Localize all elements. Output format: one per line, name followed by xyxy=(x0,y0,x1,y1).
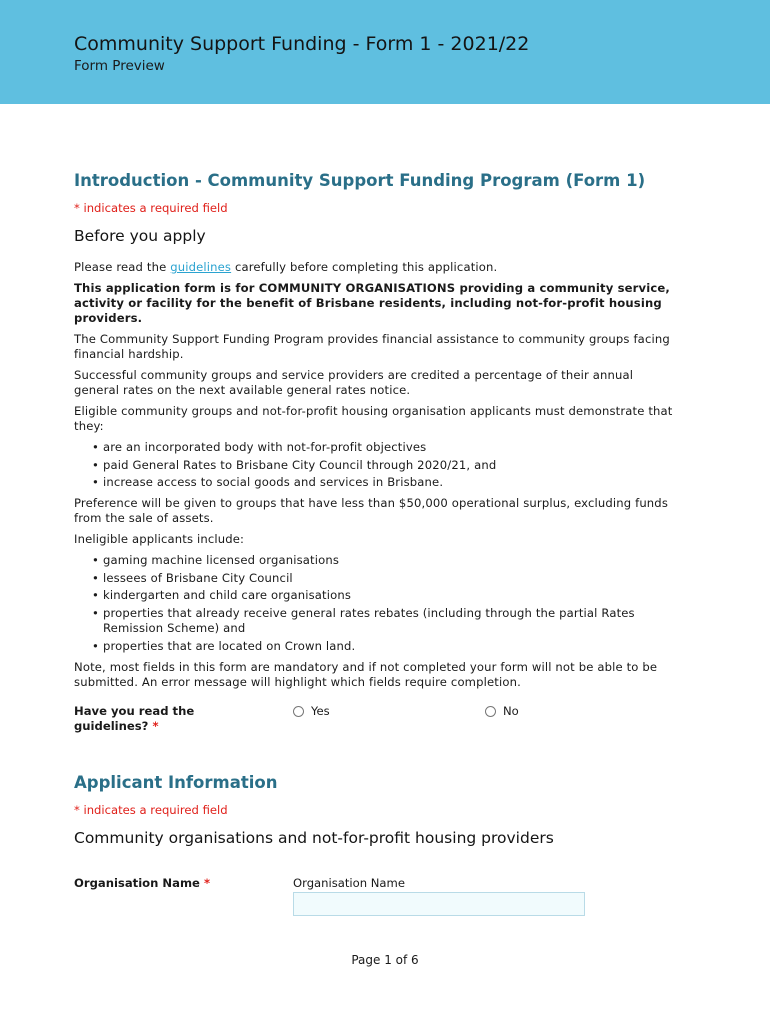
org-label-text: Organisation Name xyxy=(74,875,200,890)
guidelines-question-label xyxy=(74,704,264,734)
credit-description: Successful community groups and service providers are credited a percentage of their annual general rates on the next available general rates notice. xyxy=(74,368,634,397)
form-title: Community Support Funding - Form 1 - 2021/22 xyxy=(74,33,530,55)
radio-yes[interactable] xyxy=(293,704,330,719)
required-marker: * xyxy=(152,718,159,733)
read-suffix: carefully before completing this application. xyxy=(231,260,498,274)
required-field-note: * indicates a required field xyxy=(74,201,228,215)
organisation-name-row xyxy=(74,876,674,926)
radio-no-label: No xyxy=(503,703,519,718)
intro-section-title: Introduction - Community Support Funding Program (Form 1) xyxy=(74,171,646,190)
form-subtitle: Form Preview xyxy=(74,58,165,74)
eligible-list xyxy=(74,440,674,490)
list-item: • gaming machine licensed organisations xyxy=(91,553,674,568)
page-header xyxy=(0,0,770,104)
program-description: The Community Support Funding Program provides financial assistance to community groups facing financial hardship. xyxy=(74,332,670,361)
organisation-name-label xyxy=(74,876,210,891)
list-item: • properties that already receive general rates rebates (including through the partial Rates Remission Scheme) and xyxy=(91,606,674,636)
eligibility-statement: This application form is for COMMUNITY ORGANISATIONS providing a community service, activity or facility for the benefit of Brisbane residents, including not-for-profit housing providers. xyxy=(74,281,670,325)
question-text: Have you read the guidelines? xyxy=(74,703,195,733)
list-item: • properties that are located on Crown land. xyxy=(91,639,674,654)
applicant-subtitle: Community organisations and not-for-profit housing providers xyxy=(74,828,554,847)
radio-circle-icon[interactable] xyxy=(293,706,304,717)
list-item: • increase access to social goods and services in Brisbane. xyxy=(91,475,674,490)
read-prefix: Please read the xyxy=(74,260,171,274)
ineligible-list xyxy=(74,553,674,653)
page-number: Page 1 of 6 xyxy=(351,953,419,967)
list-item: • paid General Rates to Brisbane City Council through 2020/21, and xyxy=(91,458,674,473)
eligible-intro: Eligible community groups and not-for-profit housing organisation applicants must demonstrate that they: xyxy=(74,404,673,433)
list-item: • are an incorporated body with not-for-profit objectives xyxy=(91,440,674,455)
organisation-name-input[interactable] xyxy=(293,892,585,916)
list-item: • lessees of Brisbane City Council xyxy=(91,571,674,586)
before-you-apply-heading: Before you apply xyxy=(74,227,206,245)
required-field-note: * indicates a required field xyxy=(74,802,228,817)
organisation-name-caption: Organisation Name xyxy=(293,875,405,890)
guidelines-question xyxy=(74,704,674,744)
preference-text: Preference will be given to groups that have less than $50,000 operational surplus, excluding funds from the sale of assets. xyxy=(74,496,669,526)
read-guidelines-text xyxy=(74,260,674,275)
form-content xyxy=(74,170,674,926)
radio-yes-label: Yes xyxy=(311,703,330,718)
guidelines-link[interactable]: guidelines xyxy=(170,260,232,274)
applicant-section-title: Applicant Information xyxy=(74,772,278,792)
list-item: • kindergarten and child care organisations xyxy=(91,588,674,603)
ineligible-intro: Ineligible applicants include: xyxy=(74,532,245,547)
required-marker: * xyxy=(203,875,211,890)
radio-no[interactable] xyxy=(485,704,519,719)
radio-circle-icon[interactable] xyxy=(485,706,496,717)
mandatory-note: Note, most fields in this form are mandatory and if not completed your form will not be able to be submitted. An error message will highlight which fields require completion. xyxy=(74,659,658,689)
